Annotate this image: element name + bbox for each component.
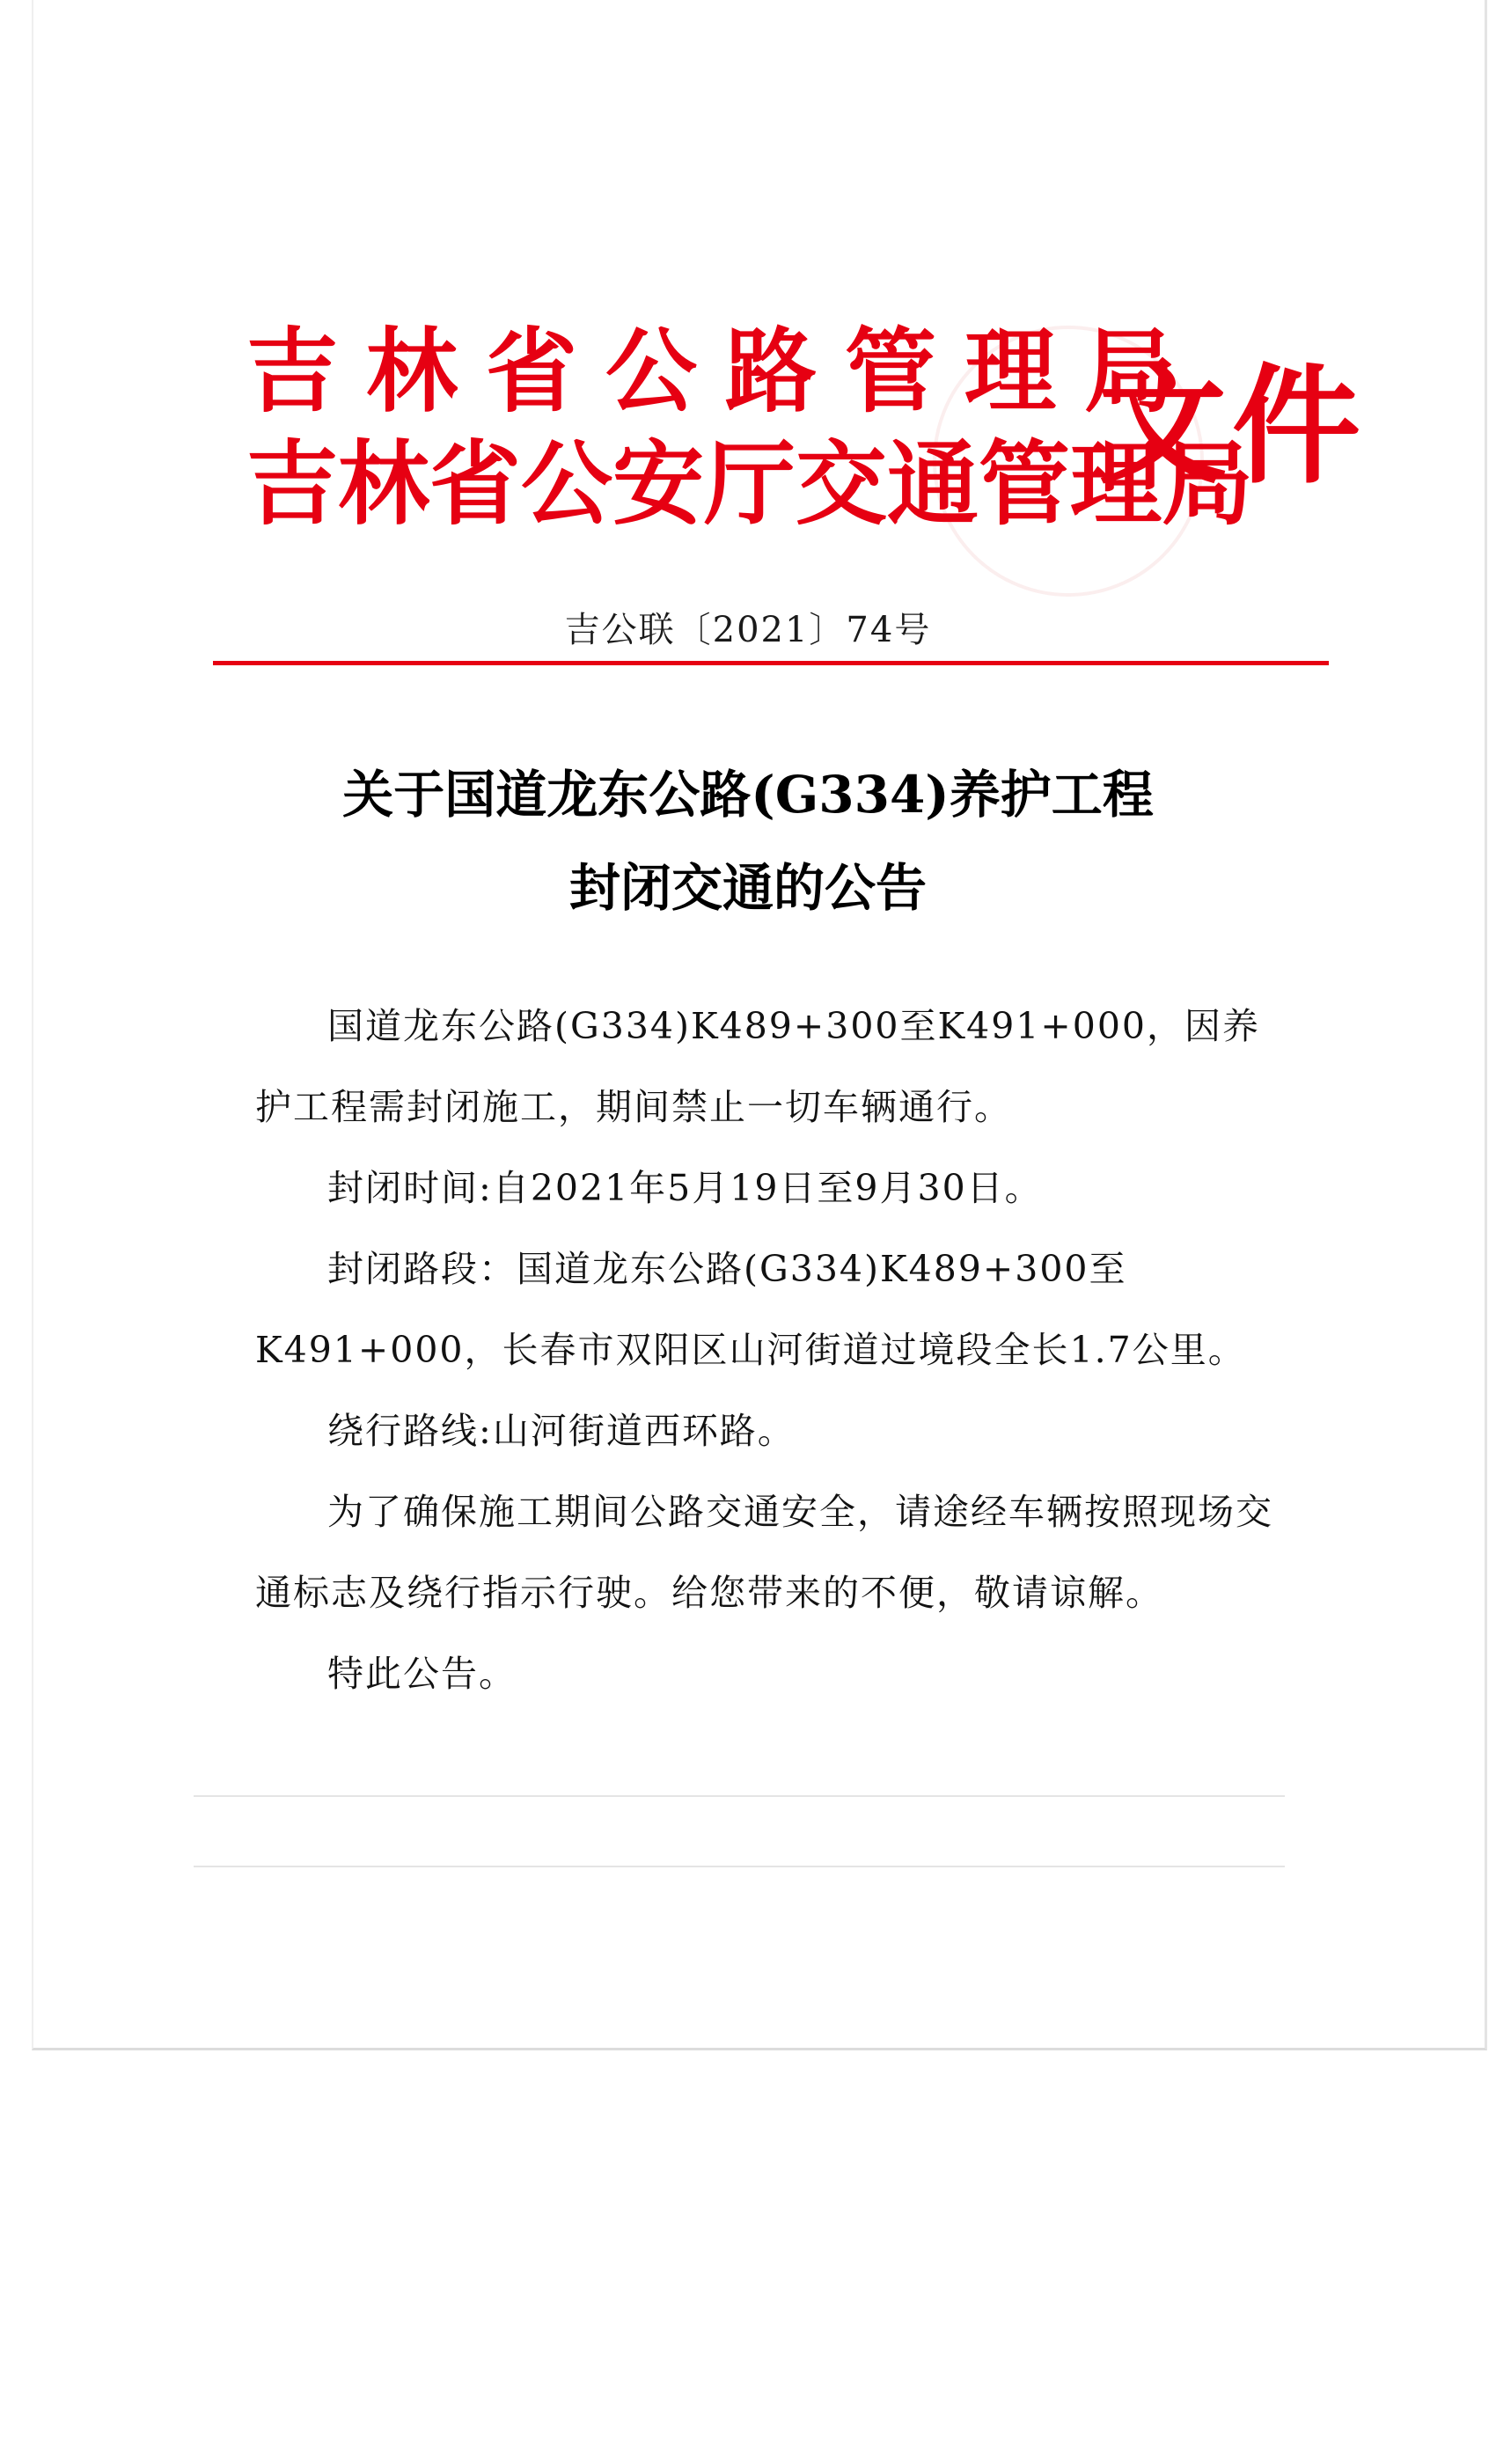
body-paragraph-detour-route: 绕行路线:山河街道西环路。 [327,1410,796,1452]
title-line-1: 关于国道龙东公路(G334)养护工程 [342,765,1154,825]
document-header [246,317,1366,563]
file-word: 文件 [1098,356,1366,499]
faint-rule-top [194,1795,1285,1797]
issuer-name-highway-bureau: 吉林省公路管理局 [246,322,1205,423]
body-paragraph-closure-time: 封闭时间:自2021年5月19日至9月30日。 [327,1167,1043,1209]
body-paragraph-closing: 特此公告。 [327,1653,517,1695]
title-line-2: 封闭交通的公告 [568,858,927,918]
faint-rule-bottom [194,1866,1285,1867]
document-number: 吉公联〔2021〕74号 [564,610,932,650]
document-body [255,986,1294,1714]
faint-footer-impression [194,1795,1285,1874]
document-title [220,748,1276,935]
body-paragraph-safety-request: 为了确保施工期间公路交通安全，请途经车辆按照现场交通标志及绕行指示行驶。给您带来的不便，敬请谅解。 [255,1491,1273,1614]
red-separator-line [213,661,1329,665]
body-paragraph-closure-notice: 国道龙东公路(G334)K489+300至K491+000，因养护工程需封闭施工，期间禁止一切车辆通行。 [255,1005,1260,1128]
issuer-name-traffic-police: 吉林省公安厅交通管理局 [246,435,1254,536]
body-paragraph-closure-section: 封闭路段：国道龙东公路(G334)K489+300至K491+000，长春市双阳区山河街道过境段全长1.7公里。 [255,1248,1246,1371]
